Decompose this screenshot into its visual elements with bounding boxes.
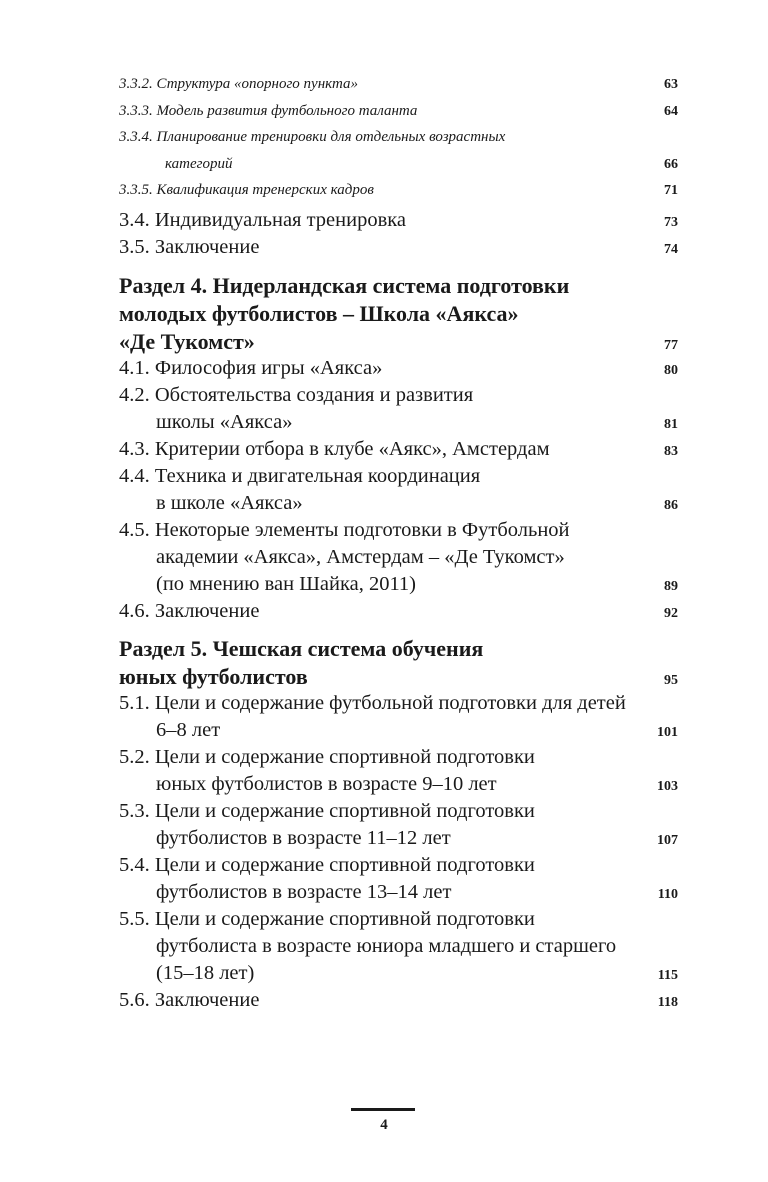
toc-section-5-line1: Раздел 5. Чешская система обучения bbox=[119, 635, 484, 661]
toc-entry-4-5: (по мнению ван Шайка, 2011) 89 bbox=[156, 572, 678, 595]
toc-entry-5-5-line2: футболиста в возрасте юниора младшего и старшего bbox=[156, 934, 617, 957]
toc-entry-4-6: 4.6. Заключение 92 bbox=[119, 599, 678, 622]
table-of-contents bbox=[119, 76, 678, 1016]
toc-section-5: юных футболистов 95 bbox=[119, 663, 678, 689]
toc-section-4-line2: молодых футболистов – Школа «Аякса» bbox=[119, 300, 519, 326]
toc-entry-5-2: юных футболистов в возрасте 9–10 лет 103 bbox=[156, 772, 678, 795]
toc-entry-3-3-4: категорий 66 bbox=[165, 155, 678, 172]
toc-entry-5-3: футболистов в возрасте 11–12 лет 107 bbox=[156, 826, 678, 849]
toc-entry-5-5-line1: 5.5. Цели и содержание спортивной подготовки bbox=[119, 907, 535, 930]
toc-entry-4-2-line1: 4.2. Обстоятельства создания и развития bbox=[119, 383, 474, 406]
footer-rule bbox=[351, 1108, 415, 1111]
spacer bbox=[119, 263, 678, 273]
toc-entry-3-3-2: 3.3.2. Структура «опорного пункта» 63 bbox=[119, 76, 678, 92]
toc-entry-3-4: 3.4. Индивидуальная тренировка 73 bbox=[119, 208, 678, 231]
toc-entry-5-1-line1: 5.1. Цели и содержание футбольной подготовки для детей bbox=[119, 691, 626, 714]
toc-entry-5-4-line1: 5.4. Цели и содержание спортивной подготовки bbox=[119, 853, 535, 876]
toc-entry-4-4-line1: 4.4. Техника и двигательная координация bbox=[119, 464, 481, 487]
toc-entry-4-3: 4.3. Критерии отбора в клубе «Аякс», Амстердам 83 bbox=[119, 437, 678, 460]
toc-entry-5-6: 5.6. Заключение 118 bbox=[119, 988, 678, 1011]
toc-entry-4-2: школы «Аякса» 81 bbox=[156, 410, 678, 433]
toc-entry-5-1: 6–8 лет 101 bbox=[156, 718, 678, 741]
toc-entry-3-5: 3.5. Заключение 74 bbox=[119, 235, 678, 258]
toc-entry-5-5: (15–18 лет) 115 bbox=[156, 961, 678, 984]
page-number: 4 bbox=[380, 1117, 388, 1133]
toc-entry-3-3-4-line1: 3.3.4. Планирование тренировки для отдельных возрастных bbox=[119, 129, 506, 145]
toc-entry-5-2-line1: 5.2. Цели и содержание спортивной подготовки bbox=[119, 745, 535, 768]
toc-entry-4-1: 4.1. Философия игры «Аякса» 80 bbox=[119, 356, 678, 379]
toc-entry-5-3-line1: 5.3. Цели и содержание спортивной подготовки bbox=[119, 799, 535, 822]
toc-entry-3-3-3: 3.3.3. Модель развития футбольного таланта 64 bbox=[119, 102, 678, 119]
spacer bbox=[119, 627, 678, 636]
toc-entry-4-4: в школе «Аякса» 86 bbox=[156, 491, 678, 514]
toc-entry-4-5-line2: академии «Аякса», Амстердам – «Де Тукомст» bbox=[156, 545, 565, 568]
toc-entry-4-5-line1: 4.5. Некоторые элементы подготовки в Футбольной bbox=[119, 518, 570, 541]
toc-section-4-line1: Раздел 4. Нидерландская система подготовки bbox=[119, 272, 570, 298]
toc-entry-5-4: футболистов в возрасте 13–14 лет 110 bbox=[156, 880, 678, 903]
toc-entry-3-3-5: 3.3.5. Квалификация тренерских кадров 71 bbox=[119, 182, 678, 198]
toc-section-4: «Де Тукомст» 77 bbox=[119, 328, 678, 354]
